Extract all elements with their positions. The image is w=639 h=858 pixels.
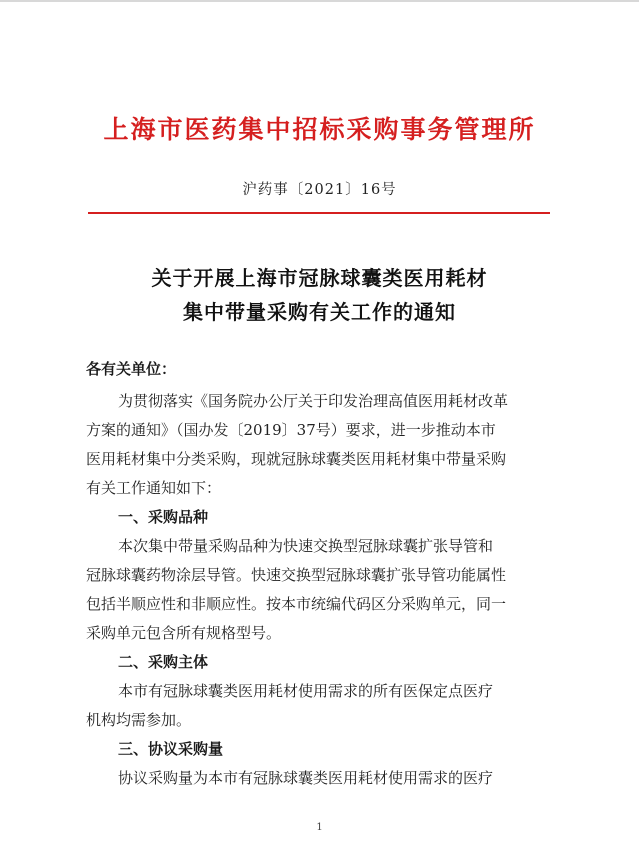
document-title-line-2: 集中带量采购有关工作的通知	[183, 300, 456, 324]
paragraph-line: 为贯彻落实《国务院办公厅关于印发治理高值医用耗材改革	[118, 392, 509, 410]
addressee: 各有关单位：	[86, 360, 177, 378]
paragraph-line: 本市有冠脉球囊类医用耗材使用需求的所有医保定点医疗	[118, 682, 494, 700]
section-heading: 三、协议采购量	[118, 740, 224, 758]
paragraph-line: 本次集中带量采购品种为快速交换型冠脉球囊扩张导管和	[118, 537, 494, 555]
red-separator-line	[88, 212, 550, 214]
issuing-organization: 上海市医药集中招标采购事务管理所	[103, 115, 536, 144]
document-number: 沪药事〔2021〕16号	[242, 182, 397, 198]
document-title-line-1: 关于开展上海市冠脉球囊类医用耗材	[151, 266, 488, 290]
paragraph-line: 包括半顺应性和非顺应性。按本市统编代码区分采购单元，同一	[86, 595, 507, 613]
paragraph-line: 采购单元包含所有规格型号。	[86, 624, 282, 642]
paragraph-line: 冠脉球囊药物涂层导管。快速交换型冠脉球囊扩张导管功能属性	[86, 566, 507, 584]
page-number: 1	[316, 822, 323, 833]
paragraph-line: 医用耗材集中分类采购，现就冠脉球囊类医用耗材集中带量采购	[86, 450, 507, 468]
paragraph-line: 方案的通知》（国办发〔2019〕37号）要求，进一步推动本市	[86, 421, 496, 439]
paragraph-line: 机构均需参加。	[86, 711, 192, 729]
page-top-edge	[0, 0, 639, 2]
section-heading: 一、采购品种	[118, 508, 209, 526]
paragraph-line: 有关工作通知如下：	[86, 479, 222, 497]
paragraph-line: 协议采购量为本市有冠脉球囊类医用耗材使用需求的医疗	[118, 769, 494, 787]
section-heading: 二、采购主体	[118, 653, 209, 671]
